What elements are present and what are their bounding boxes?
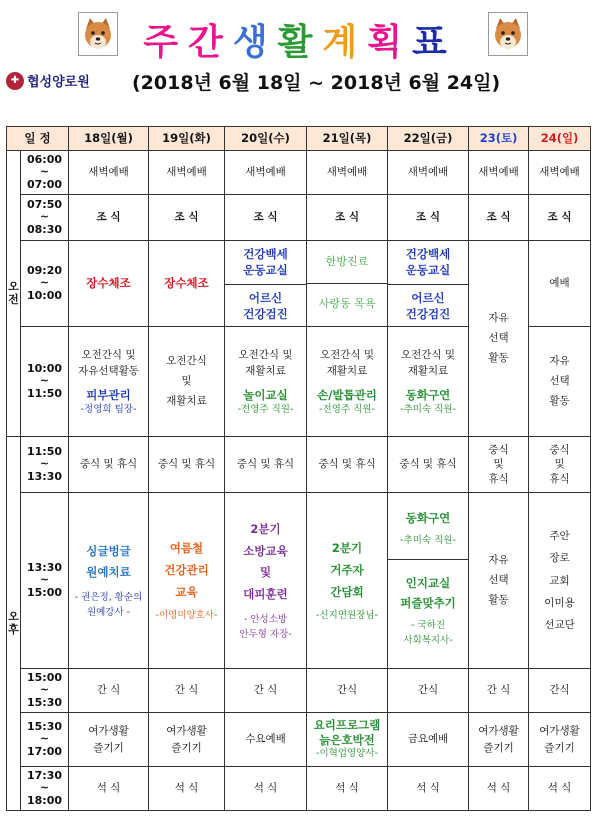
page-title — [130, 14, 470, 65]
cell-line: -전영주 직원- — [319, 403, 375, 415]
cell: 오전간식 및 재활치료 — [149, 327, 225, 437]
cell: 여가생활 즐기기 — [149, 713, 225, 767]
time-cell: 15:00 ~ 15:30 — [21, 669, 69, 713]
cell: 중식 및 휴식 — [388, 437, 469, 493]
dog-face-icon — [78, 12, 118, 56]
cell-line: -이영미양호사- — [155, 609, 218, 621]
cell-line: 동화구연 — [405, 511, 451, 526]
cell-line: 한방진료 — [307, 242, 388, 284]
cell-line: 오전간식 및 자유선택활동 — [78, 348, 139, 378]
org-logo — [6, 71, 90, 90]
day-header-sat: 23(토) — [469, 127, 529, 151]
cell — [149, 493, 225, 669]
cell — [307, 493, 388, 669]
cell: 중식 및 휴식 — [149, 437, 225, 493]
cell-line: 오전간식 및 재활치료 — [238, 348, 293, 378]
cell: 새벽예배 — [388, 151, 469, 195]
cell: 자유 선택 활동 — [469, 493, 529, 669]
cell: 석 식 — [529, 767, 591, 811]
cell-line: 2분기 소방교육 및 대피훈련 — [243, 521, 288, 602]
cell: 여가생활 즐기기 — [529, 713, 591, 767]
cell-line: - 안성소방 안두형 자장- — [239, 614, 292, 641]
cell: 조 식 — [225, 195, 307, 241]
title-char: 간 — [188, 22, 233, 63]
cell: 주안 장로 교회 이미용 선교단 — [529, 493, 591, 669]
cell: 간 식 — [149, 669, 225, 713]
cell-line: -추미숙 직원- — [400, 534, 456, 546]
cell-line: 오전간식 및 재활치료 — [400, 348, 456, 378]
day-header: 20일(수) — [225, 127, 307, 151]
cell: 새벽예배 — [225, 151, 307, 195]
cell: 예배 — [529, 241, 591, 327]
day-header: 18일(월) — [69, 127, 149, 151]
title-char: 표 — [411, 22, 457, 63]
cell-line: 2분기 거주자 간담회 — [330, 541, 364, 600]
cell: 석 식 — [469, 767, 529, 811]
cell — [225, 493, 307, 669]
cell: 석 식 — [225, 767, 307, 811]
cell-line: 놀이교실 — [243, 388, 288, 403]
cell — [225, 327, 307, 437]
cell — [69, 327, 149, 437]
cell: 새벽예배 — [529, 151, 591, 195]
cell: 조 식 — [307, 195, 388, 241]
cell: 석 식 — [69, 767, 149, 811]
org-logo-icon: ✚ — [6, 72, 24, 90]
table-row — [7, 195, 591, 241]
weekly-schedule-table — [6, 126, 591, 811]
cell-line: 사랑동 목욕 — [318, 297, 376, 311]
time-cell: 17:30 ~ 18:00 — [21, 767, 69, 811]
table-row — [7, 713, 591, 767]
cell-line: -정영희 팀장- — [80, 403, 137, 415]
cell: 중식 및 휴식 — [69, 437, 149, 493]
cell: 중식 및 휴식 — [469, 437, 529, 493]
day-header: 21일(목) — [307, 127, 388, 151]
time-cell: 10:00 ~ 11:50 — [21, 327, 69, 437]
cell: 간 식 — [469, 669, 529, 713]
cell: 조 식 — [388, 195, 469, 241]
table-row — [7, 437, 591, 493]
cell — [307, 327, 388, 437]
cell: 새벽예배 — [149, 151, 225, 195]
cell: 수요예배 — [225, 713, 307, 767]
time-cell: 11:50 ~ 13:30 — [21, 437, 69, 493]
org-name: 협성양로원 — [27, 75, 90, 90]
cell — [225, 241, 307, 327]
cell: 조 식 — [149, 195, 225, 241]
cell: 새벽예배 — [469, 151, 529, 195]
cell: 중식 및 휴식 — [307, 437, 388, 493]
day-header: 22일(금) — [388, 127, 469, 151]
cell-line: -추미숙 직원- — [400, 403, 456, 415]
cell: 석 식 — [307, 767, 388, 811]
cell: 조 식 — [469, 195, 529, 241]
section-am: 오 전 — [7, 151, 21, 437]
time-cell: 15:30 ~ 17:00 — [21, 713, 69, 767]
cell-line: 동화구연 — [405, 388, 451, 403]
cell-line: 건강백세 운동교실 — [225, 241, 307, 285]
cell: 조 식 — [529, 195, 591, 241]
cell-line — [388, 560, 469, 659]
cell: 장수체조 — [69, 241, 149, 327]
cell-line: -이혁업영양사- — [316, 748, 378, 760]
cell: 간 식 — [69, 669, 149, 713]
cell-line: 어르신 건강검진 — [405, 291, 451, 321]
cell: 장수체조 — [149, 241, 225, 327]
title-char: 주 — [143, 22, 189, 63]
time-cell: 07:50 ~ 08:30 — [21, 195, 69, 241]
dog-face-icon — [488, 12, 528, 56]
day-header-sun: 24(일) — [529, 127, 591, 151]
table-row — [7, 493, 591, 669]
cell — [388, 241, 469, 327]
time-cell: 06:00 ~ 07:00 — [21, 151, 69, 195]
cell-line: -전영주 직원- — [237, 403, 294, 415]
cell — [388, 493, 469, 669]
time-cell: 13:30 ~ 15:00 — [21, 493, 69, 669]
cell-line: 여름철 건강관리 교육 — [164, 541, 209, 600]
table-row — [7, 669, 591, 713]
date-range: (2018년 6월 18일 ~ 2018년 6월 24일) — [132, 72, 501, 94]
cell: 석 식 — [388, 767, 469, 811]
cell: 자유 선택 활동 — [469, 241, 529, 437]
table-row — [7, 767, 591, 811]
cell-line: 어르신 건강검진 — [243, 291, 288, 321]
time-cell: 09:20 ~ 10:00 — [21, 241, 69, 327]
cell-line: - 국하진 사회복지사- — [403, 619, 453, 646]
cell — [69, 493, 149, 669]
cell: 석 식 — [149, 767, 225, 811]
cell: 자유 선택 활동 — [529, 327, 591, 437]
cell: 간 식 — [225, 669, 307, 713]
header — [0, 0, 600, 115]
cell-line: 피부관리 — [86, 388, 131, 403]
cell: 여가생활 즐기기 — [469, 713, 529, 767]
cell — [307, 241, 388, 327]
cell: 여가생활 즐기기 — [69, 713, 149, 767]
cell: 새벽예배 — [69, 151, 149, 195]
cell-line: - 권은정, 황순의 원예강사 - — [74, 592, 143, 619]
schedule-label: 일 정 — [7, 127, 69, 151]
title-char: 획 — [367, 22, 412, 63]
cell: 간식 — [388, 669, 469, 713]
cell-line — [388, 501, 469, 560]
cell — [307, 713, 388, 767]
cell-line: -신지연원장님- — [316, 609, 378, 621]
cell-line: 인지교실 퍼즐맞추기 — [400, 576, 456, 611]
table-row — [7, 151, 591, 195]
title-char: 활 — [277, 22, 323, 63]
cell: 중식 및 휴식 — [529, 437, 591, 493]
cell-line: 요리프로그램 늙은호박전 — [313, 718, 381, 748]
header-row — [7, 127, 591, 151]
cell: 간식 — [529, 669, 591, 713]
cell-line: 건강백세 운동교실 — [388, 241, 469, 285]
cell: 중식 및 휴식 — [225, 437, 307, 493]
cell: 금요예배 — [388, 713, 469, 767]
table-row — [7, 241, 591, 327]
cell-line: 오전간식 및 재활치료 — [319, 348, 375, 378]
cell: 간식 — [307, 669, 388, 713]
title-char: 계 — [322, 22, 368, 63]
cell: 조 식 — [69, 195, 149, 241]
cell — [388, 327, 469, 437]
section-pm: 오 후 — [7, 437, 21, 811]
cell-line: 싱글벙글 원예치료 — [86, 543, 131, 580]
cell-line: 손/발톱관리 — [317, 388, 377, 403]
title-char: 생 — [232, 22, 278, 63]
cell: 새벽예배 — [307, 151, 388, 195]
day-header: 19일(화) — [149, 127, 225, 151]
